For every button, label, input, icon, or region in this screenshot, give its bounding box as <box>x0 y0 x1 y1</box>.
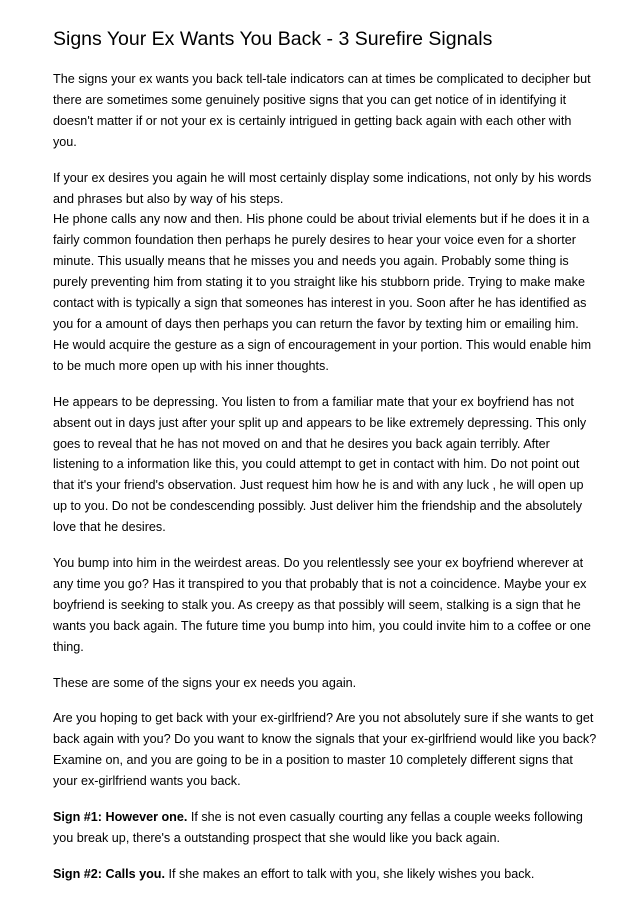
paragraph-ex-girlfriend: Are you hoping to get back with your ex-girlfriend? Are you not absolutely sure if she wants to get back again with you? Do you want to know the signals that your ex-girlfriend would like you back? Examine on, and you are going to be in a position to master 10 completely different signs that your ex-girlfriend wants you back. <box>53 711 597 789</box>
sign-item <box>53 864 598 885</box>
sign-text: If she makes an effort to talk with you, she likely wishes you back. <box>164 866 535 881</box>
sign-item <box>53 807 598 849</box>
paragraph-depressing: He appears to be depressing. You listen to from a familiar mate that your ex boyfriend has not absent out in days just after your split up and appears to be like extremely depressing. This only goes to reveal that he has not moved on and that he desires you back again terribly. After listening to a information like this, you could attempt to get in contact with him. Do not point out that it's your friend's observation. Just request him how he is and with any luck , he will open up up to you. Do not be condescending possibly. Just deliver him the friendship and the absolutely love that he desires. <box>53 394 587 535</box>
paragraph-ex-desires: If your ex desires you again he will most certainly display some indications, not only by his words and phrases but also by way of his steps. <box>53 170 592 206</box>
document-body <box>53 69 598 885</box>
sign-heading: Sign #1: However one. <box>53 810 188 825</box>
paragraph-bump-into: You bump into him in the weirdest areas. Do you relentlessly see your ex boyfriend wherever at any time you go? Has it transpired to you that probably that is not a coincidence. Maybe your ex boyfriend is seeking to stalk you. As creepy as that possibly will seem, stalking is a sign that he wants you back again. The future time you bump into him, you could invite him to a coffee or one thing. <box>53 556 591 654</box>
paragraph-intro: The signs your ex wants you back tell-tale indicators can at times be complicated to decipher but there are sometimes some genuinely positive signs that you can get notice of in identifying it doesn't matter if or not your ex is certainly intrigued in getting back again with each other with you. <box>53 72 591 149</box>
sign-heading: Sign #2: Calls you. <box>53 866 165 881</box>
document-title: Signs Your Ex Wants You Back - 3 Surefire Signals <box>53 28 493 50</box>
sign-text: If she is not even casually courting any fellas a couple weeks following you break up, there's a outstanding prospect that she would like you back again. <box>53 810 583 845</box>
paragraph-summary: These are some of the signs your ex needs you again. <box>53 675 357 690</box>
paragraph-phone-calls: He phone calls any now and then. His phone could be about trivial elements but if he does it in a fairly common foundation then perhaps he purely desires to hear your voice even for a shorter minute. This usually means that he misses you and needs you again. Probably some thing is purely preventing him from stating it to you straight like his stubborn pride. Trying to make make contact with is typically a sign that someones has interest in you. Soon after he has identified as you for a amount of days then perhaps you can return the favor by texting him or emailing him. He would acquire the gesture as a sign of encouragement in your portion. This would enable him to be much more open up with his inner thoughts. <box>53 212 592 373</box>
